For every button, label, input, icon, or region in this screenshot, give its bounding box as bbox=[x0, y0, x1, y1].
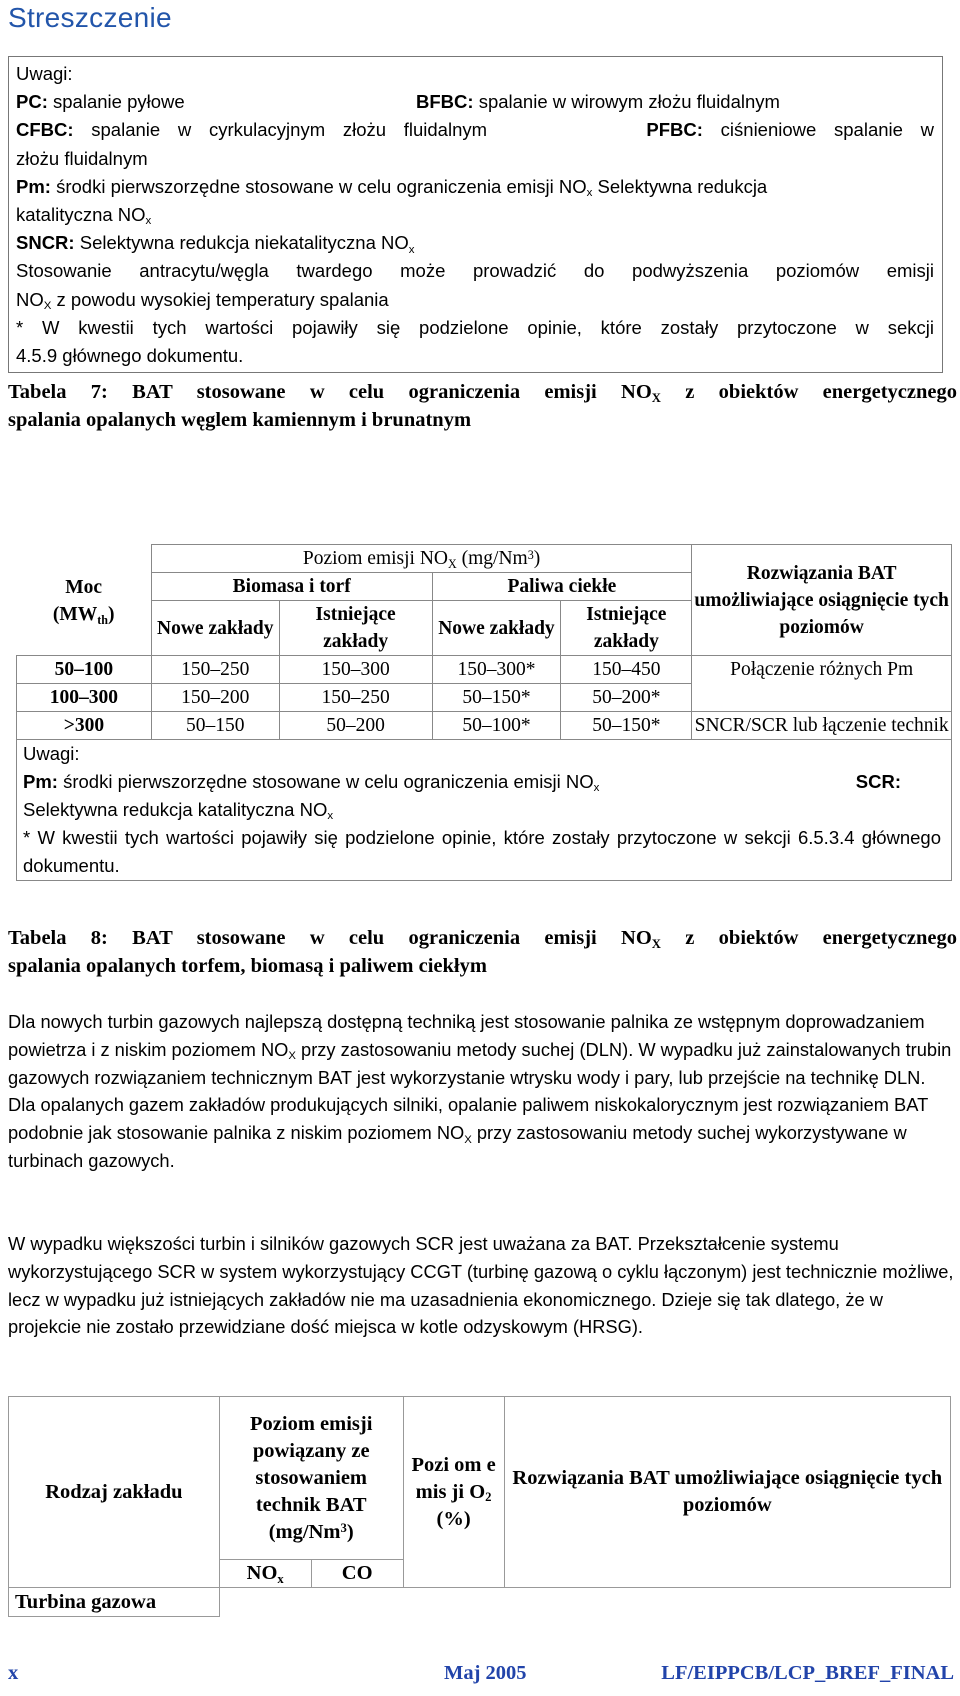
pfbc-abbr: PFBC: bbox=[646, 119, 703, 141]
cell: 150–300* bbox=[432, 656, 561, 684]
pm-definition: środki pierwszorzędne stosowane w celu ograniczenia emisji NO bbox=[56, 175, 587, 197]
notes-scr-sub: x bbox=[327, 810, 334, 823]
table7-notes-pm bbox=[23, 768, 941, 796]
t8-empty bbox=[311, 1588, 403, 1617]
t8-o2-sub: 2 bbox=[485, 1490, 492, 1505]
table7-notes-footnote: * W kwestii tych wartości pojawiły się podzielone opinie, które zostały przytoczone w sekcji 6.5.3.4 głównego dokumentu. bbox=[23, 827, 941, 876]
header-existing-1: Istniejące zakłady bbox=[279, 601, 432, 656]
t8-row-label: Turbina gazowa bbox=[9, 1588, 220, 1617]
header-biomass: Biomasa i torf bbox=[151, 573, 432, 601]
emission-b: (mg/Nm bbox=[456, 548, 528, 569]
notes-pm-sub: x bbox=[593, 782, 600, 795]
header-mw bbox=[19, 601, 149, 628]
notes-scr-key: SCR: bbox=[855, 771, 901, 792]
row-moc: 100–300 bbox=[17, 684, 152, 712]
pc-abbr: PC: bbox=[16, 91, 48, 113]
pm-cont-text: katalityczna NO bbox=[16, 204, 146, 226]
solution-pm: Połączenie różnych Pm bbox=[692, 656, 952, 712]
cell: 50–150* bbox=[432, 684, 561, 712]
notes-label: Uwagi: bbox=[16, 63, 73, 84]
anthr-rest: z powodu wysokiej temperatury spalania bbox=[51, 288, 389, 310]
solution-sncr: SNCR/SCR lub łączenie technik bbox=[692, 712, 952, 740]
emission-c: ) bbox=[533, 548, 541, 569]
table8-caption bbox=[8, 924, 957, 980]
t8-header-type: Rodzaj zakładu bbox=[9, 1397, 220, 1588]
cell: 50–100* bbox=[432, 712, 561, 740]
t8-level-b: ) bbox=[346, 1520, 354, 1543]
paragraph-scr: W wypadku większości turbin i silników gazowych SCR jest uważana za BAT. Przekształcenie systemu wykorzystującego SCR w system wykorzystujący CCGT (turbinę gazową o cyklu łączonym) jest technicznie możliwe, lecz w wypadku już istniejących zakładów nie ma uzasadnienia ekonomicznego. Dzieje się tak dlatego, że w projekcie nie zostało przewidziane dość miejsca w kotle odzyskowym (HRSG). bbox=[8, 1233, 954, 1338]
header-mw-a: (MW bbox=[52, 604, 98, 625]
para1-a: Dla nowych turbin gazowych najlepszą dostępną techniką jest stosowanie palnika ze wstępnym doprowadzaniem powietrza i z niskim poziomem NO bbox=[8, 1011, 925, 1060]
header-liquid: Paliwa ciekłe bbox=[432, 573, 692, 601]
notes-scr-val: Selektywna redukcja katalityczna NO bbox=[23, 799, 328, 820]
pm-sub: x bbox=[586, 187, 593, 200]
header-existing-2: Istniejące zakłady bbox=[561, 601, 692, 656]
page-title: Streszczenie bbox=[8, 2, 172, 33]
cfbc-definition: spalanie w cyrkulacyjnym złożu fluidalnym bbox=[91, 119, 488, 141]
cfbc-cont: złożu fluidalnym bbox=[16, 147, 148, 169]
pm-abbr: Pm: bbox=[16, 175, 51, 197]
sncr-sub: x bbox=[408, 243, 415, 256]
t8-header-co: CO bbox=[311, 1560, 403, 1588]
caption7-a: Tabela 7: BAT stosowane w celu ograniczenia emisji NO bbox=[8, 381, 652, 403]
anthracite-line: Stosowanie antracytu/węgla twardego może prowadzić do podwyższenia poziomów emisji bbox=[16, 260, 934, 282]
t8-o2-b: (%) bbox=[436, 1507, 471, 1530]
header-emission bbox=[151, 545, 691, 573]
pc-definition: spalanie pyłowe bbox=[53, 91, 185, 113]
para1-sub2: X bbox=[464, 1133, 472, 1146]
header-moc-label: Moc bbox=[65, 577, 103, 598]
caption7-c: spalania opalanych węglem kamiennym i brunatnym bbox=[8, 409, 472, 431]
emission-sup: 3 bbox=[527, 547, 534, 562]
notes-box-general bbox=[8, 56, 943, 373]
table7-notes-scr bbox=[23, 796, 941, 824]
caption8-sub: X bbox=[651, 936, 661, 951]
cfbc-line bbox=[16, 116, 934, 144]
table7 bbox=[16, 544, 952, 881]
row-moc: >300 bbox=[17, 712, 152, 740]
cell: 150–450 bbox=[561, 656, 692, 684]
notes-pm-key: Pm: bbox=[23, 771, 58, 792]
t8-empty bbox=[403, 1588, 504, 1617]
caption8-b: z obiektów energetycznego bbox=[660, 927, 958, 949]
page-footer bbox=[8, 1662, 954, 1690]
t8-o2-a: Pozi om emis ji O bbox=[411, 1453, 496, 1503]
table7-notes bbox=[17, 740, 952, 881]
pm-cont bbox=[16, 201, 934, 229]
cell: 150–250 bbox=[151, 656, 279, 684]
footer-page: x bbox=[8, 1662, 19, 1684]
sncr-line bbox=[16, 229, 934, 257]
header-moc bbox=[17, 545, 152, 656]
footnote-line: * W kwestii tych wartości pojawiły się podzielone opinie, które zostały przytoczone w sekcji bbox=[16, 316, 934, 338]
paragraph-gas-turbines bbox=[8, 1008, 956, 1175]
para1-b: przy zastosowaniu metody suchej (DLN). W wypadku już zainstalowanych trubin gazowych rozwiązaniem technicznym BAT jest wykorzystanie wtrysku wody i pary, lub przejście na technikę DLN. Dla opalanych gazem zakładów produkujących silniki, opalanie paliwem niskokalorycznym jest rozwiązaniem BAT podobnie jak stosowanie palnika z niskim poziomem NO bbox=[8, 1038, 952, 1144]
pm-line bbox=[16, 173, 934, 201]
t8-nox-sub: x bbox=[277, 1571, 284, 1586]
table8 bbox=[8, 1396, 951, 1617]
t8-header-solutions: Rozwiązania BAT umożliwiające osiągnięcie tych poziomów bbox=[504, 1397, 950, 1588]
pm-cont-sub: x bbox=[145, 215, 152, 228]
cell: 50–200 bbox=[279, 712, 432, 740]
footer-date: Maj 2005 bbox=[444, 1662, 527, 1684]
para1-sub1: X bbox=[288, 1050, 296, 1063]
cell: 150–200 bbox=[151, 684, 279, 712]
footnote-cont: 4.5.9 głównego dokumentu. bbox=[16, 345, 244, 367]
cell: 150–250 bbox=[279, 684, 432, 712]
anthracite-cont bbox=[16, 286, 934, 314]
caption8-c: spalania opalanych torfem, biomasą i paliwem ciekłym bbox=[8, 955, 487, 977]
table-row bbox=[17, 656, 952, 684]
t8-level-a: Poziom emisji powiązany ze stosowaniem technik BAT (mg/Nm bbox=[250, 1412, 373, 1543]
table7-caption bbox=[8, 378, 957, 434]
caption7-b: z obiektów energetycznego bbox=[660, 381, 958, 403]
emission-a: Poziom emisji NO bbox=[302, 548, 449, 569]
pfbc-definition: ciśnieniowe spalanie w bbox=[720, 119, 935, 141]
cell: 50–150 bbox=[151, 712, 279, 740]
sncr-definition: Selektywna redukcja niekatalityczna NO bbox=[79, 232, 409, 254]
t8-level-sup: 3 bbox=[340, 1520, 347, 1535]
t8-header-level bbox=[219, 1397, 403, 1560]
notes-pm-val: środki pierwszorzędne stosowane w celu ograniczenia emisji NO bbox=[63, 771, 594, 792]
bfbc-abbr: BFBC: bbox=[416, 91, 474, 113]
header-new-1: Nowe zakłady bbox=[151, 601, 279, 656]
bfbc-definition: spalanie w wirowym złożu fluidalnym bbox=[478, 91, 780, 113]
caption7-sub: X bbox=[651, 390, 661, 405]
t8-empty bbox=[219, 1588, 311, 1617]
emission-sub: X bbox=[448, 556, 457, 571]
header-new-2: Nowe zakłady bbox=[432, 601, 561, 656]
table7-notes-label: Uwagi: bbox=[23, 743, 80, 764]
anthr-sub: X bbox=[43, 300, 52, 313]
table-row bbox=[17, 712, 952, 740]
t8-empty bbox=[504, 1588, 950, 1617]
cell: 150–300 bbox=[279, 656, 432, 684]
table-row bbox=[9, 1588, 951, 1617]
header-mw-sub: th bbox=[97, 612, 108, 627]
caption8-a: Tabela 8: BAT stosowane w celu ograniczenia emisji NO bbox=[8, 927, 652, 949]
sncr-abbr: SNCR: bbox=[16, 232, 75, 254]
header-mw-close: ) bbox=[107, 604, 115, 625]
para1-c: przy zastosowaniu metody suchej wykorzystywane w turbinach gazowych. bbox=[8, 1122, 907, 1171]
cell: 50–200* bbox=[561, 684, 692, 712]
pm-definition-b: Selektywna redukcja bbox=[592, 175, 768, 197]
t8-header-nox bbox=[219, 1560, 311, 1588]
t8-header-o2 bbox=[403, 1397, 504, 1588]
cfbc-abbr: CFBC: bbox=[16, 119, 74, 141]
cell: 50–150* bbox=[561, 712, 692, 740]
t8-nox: NO bbox=[246, 1562, 278, 1584]
anthr-nox: NO bbox=[16, 288, 44, 310]
header-solutions: Rozwiązania BAT umożliwiające osiągnięcie tych poziomów bbox=[692, 545, 952, 656]
footer-docref: LF/EIPPCB/LCP_BREF_FINAL bbox=[661, 1662, 954, 1684]
row-moc: 50–100 bbox=[17, 656, 152, 684]
